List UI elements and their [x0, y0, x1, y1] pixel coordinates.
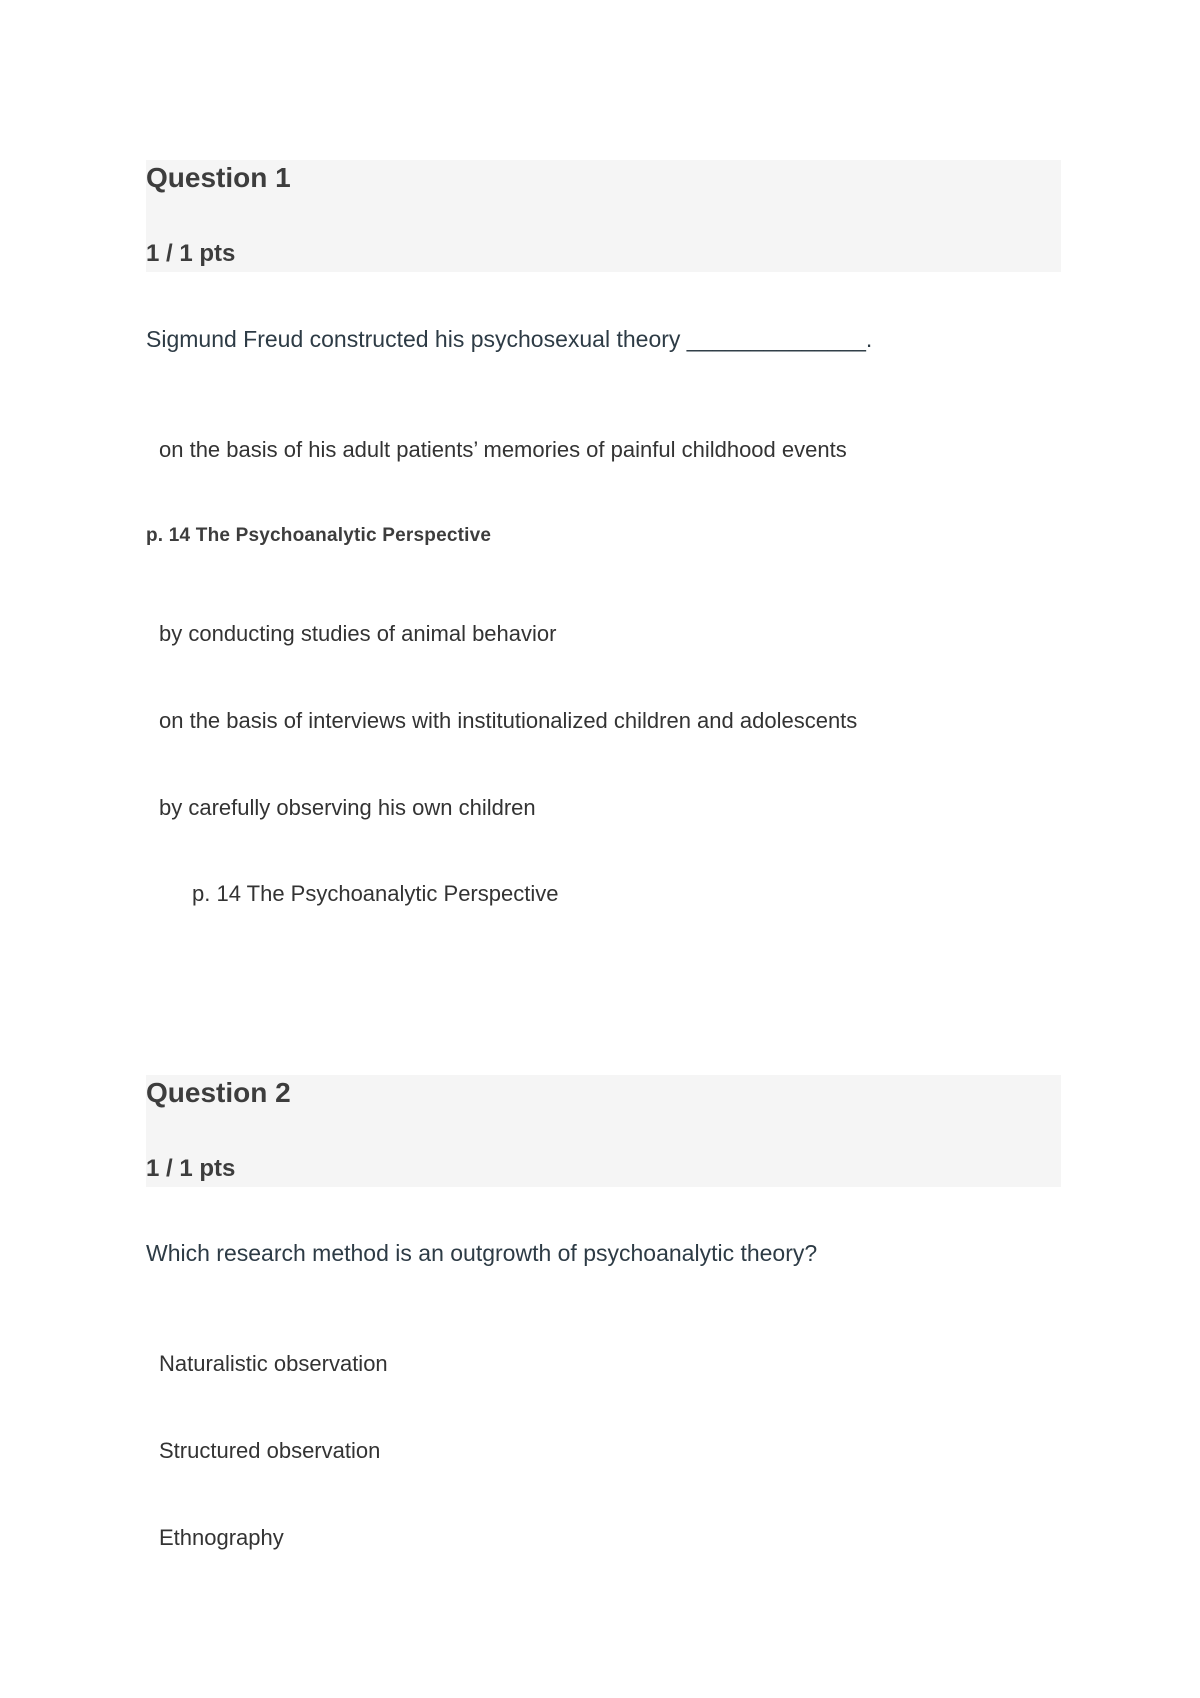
- question-1-title: Question 1: [146, 162, 291, 193]
- question-2-header: [146, 1075, 1061, 1187]
- question-1-answer-4[interactable]: by carefully observing his own children: [159, 795, 536, 820]
- question-2-points: 1 / 1 pts: [146, 1155, 236, 1182]
- question-2-text: Which research method is an outgrowth of psychoanalytic theory?: [146, 1240, 818, 1266]
- question-2-answer-3[interactable]: Ethnography: [159, 1525, 284, 1550]
- question-2-answer-1[interactable]: Naturalistic observation: [159, 1351, 388, 1376]
- question-1-answer-3[interactable]: on the basis of interviews with institutionalized children and adolescents: [159, 708, 858, 733]
- question-2-answer-2[interactable]: Structured observation: [159, 1438, 381, 1463]
- question-1-reference-bold: p. 14 The Psychoanalytic Perspective: [146, 525, 492, 546]
- question-2-title: Question 2: [146, 1077, 291, 1108]
- question-1-header: [146, 160, 1061, 272]
- question-1-reference: p. 14 The Psychoanalytic Perspective: [192, 881, 559, 906]
- question-1-text: Sigmund Freud constructed his psychosexual theory ______________.: [146, 326, 873, 352]
- question-1-points: 1 / 1 pts: [146, 240, 236, 267]
- question-1-answer-1[interactable]: on the basis of his adult patients’ memories of painful childhood events: [159, 437, 847, 462]
- question-1-answer-2[interactable]: by conducting studies of animal behavior: [159, 621, 557, 646]
